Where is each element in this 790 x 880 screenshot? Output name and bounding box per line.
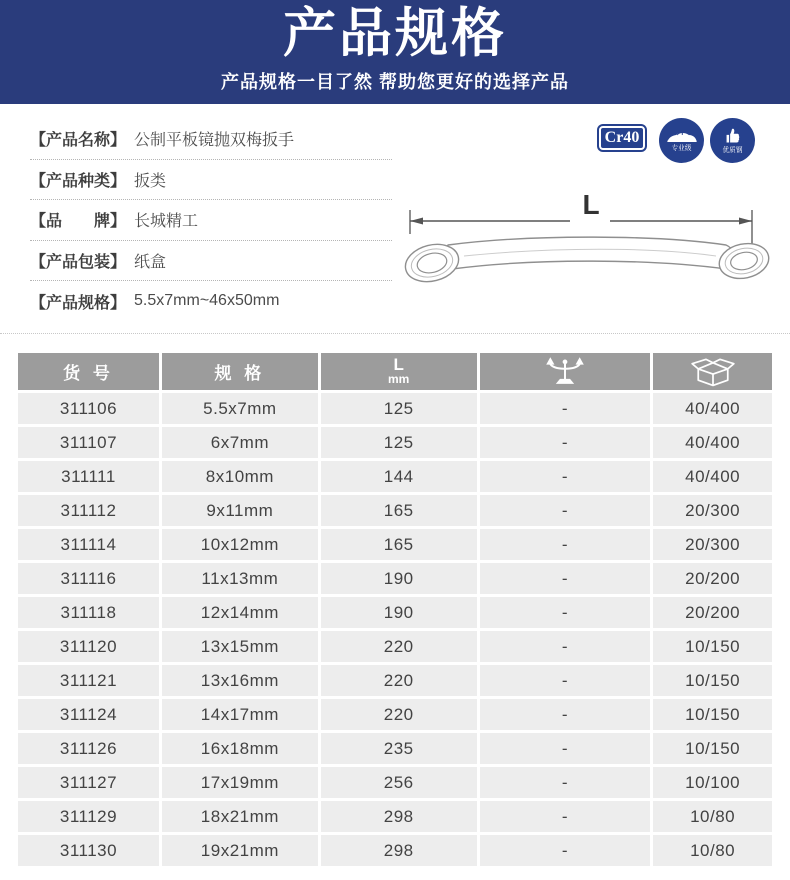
packing-cell: 20/200 [653, 597, 772, 628]
length-label: L [393, 355, 404, 375]
col-header-packing [653, 353, 772, 390]
table-row [18, 461, 772, 492]
badge-label: 专业级 [671, 145, 692, 152]
info-value: 扳类 [134, 172, 167, 190]
weight-cell: - [480, 631, 651, 662]
badge-label: 优质钢 [722, 147, 743, 154]
spec-cell: 10x12mm [162, 529, 318, 560]
packing-cell: 10/150 [653, 699, 772, 730]
packing-cell: 40/400 [653, 427, 772, 458]
table-row [18, 835, 772, 866]
weight-cell: - [480, 461, 651, 492]
weight-cell: - [480, 835, 651, 866]
product-info-list [30, 119, 392, 322]
table-row [18, 767, 772, 798]
professional-grade-badge [659, 118, 704, 163]
col-header-spec: 规 格 [162, 353, 318, 390]
info-row-product-name [30, 119, 392, 160]
info-label: 【产品种类】 [30, 172, 127, 190]
car-icon [666, 129, 698, 144]
spec-cell: 18x21mm [162, 801, 318, 832]
item-no-cell: 311129 [18, 801, 159, 832]
packing-cell: 20/300 [653, 495, 772, 526]
col-header-length [321, 353, 477, 390]
table-row [18, 801, 772, 832]
section-divider [0, 333, 790, 334]
length-cell: 190 [321, 597, 477, 628]
balance-scale-icon [543, 355, 587, 388]
packing-cell: 10/80 [653, 801, 772, 832]
table-header-row [18, 353, 772, 390]
carton-icon [689, 355, 737, 388]
info-label: 【品 牌】 [30, 213, 127, 231]
info-row-product-type [30, 160, 392, 201]
packing-cell: 10/150 [653, 631, 772, 662]
item-no-cell: 311127 [18, 767, 159, 798]
item-no-cell: 311111 [18, 461, 159, 492]
weight-cell: - [480, 733, 651, 764]
item-no-cell: 311114 [18, 529, 159, 560]
packing-cell: 40/400 [653, 461, 772, 492]
item-no-cell: 311120 [18, 631, 159, 662]
table-row [18, 597, 772, 628]
table-row [18, 631, 772, 662]
info-label: 【产品包装】 [30, 253, 127, 271]
length-cell: 256 [321, 767, 477, 798]
info-value: 纸盒 [134, 253, 167, 271]
packing-cell: 20/300 [653, 529, 772, 560]
length-cell: 220 [321, 699, 477, 730]
weight-cell: - [480, 665, 651, 696]
length-cell: 298 [321, 835, 477, 866]
packing-cell: 10/100 [653, 767, 772, 798]
wrench-length-diagram [402, 183, 788, 311]
length-cell: 144 [321, 461, 477, 492]
table-row [18, 393, 772, 424]
item-no-cell: 311107 [18, 427, 159, 458]
item-no-cell: 311130 [18, 835, 159, 866]
length-cell: 165 [321, 529, 477, 560]
page-subtitle: 产品规格一目了然 帮助您更好的选择产品 [221, 71, 569, 92]
length-cell: 220 [321, 665, 477, 696]
weight-cell: - [480, 699, 651, 730]
weight-cell: - [480, 495, 651, 526]
packing-cell: 10/150 [653, 665, 772, 696]
page-title: 产品规格 [283, 4, 507, 63]
spec-cell: 8x10mm [162, 461, 318, 492]
table-row [18, 699, 772, 730]
cr40-material-badge: Cr40 [599, 126, 645, 150]
packing-cell: 10/80 [653, 835, 772, 866]
info-label: 【产品名称】 [30, 132, 127, 150]
item-no-cell: 311112 [18, 495, 159, 526]
dimension-label: L [582, 189, 600, 220]
spec-cell: 6x7mm [162, 427, 318, 458]
col-header-weight [480, 353, 651, 390]
double-box-wrench-icon [402, 237, 772, 287]
item-no-cell: 311116 [18, 563, 159, 594]
packing-cell: 40/400 [653, 393, 772, 424]
packing-cell: 10/150 [653, 733, 772, 764]
spec-cell: 14x17mm [162, 699, 318, 730]
col-header-item-no: 货 号 [18, 353, 159, 390]
spec-cell: 11x13mm [162, 563, 318, 594]
info-row-packaging [30, 241, 392, 282]
info-value: 5.5x7mm~46x50mm [134, 292, 280, 310]
info-label: 【产品规格】 [30, 294, 127, 312]
spec-cell: 17x19mm [162, 767, 318, 798]
spec-cell: 19x21mm [162, 835, 318, 866]
table-row [18, 427, 772, 458]
info-row-spec-range [30, 281, 392, 322]
weight-cell: - [480, 597, 651, 628]
wrench-diagram-drawing [402, 183, 788, 311]
info-row-brand [30, 200, 392, 241]
spec-cell: 13x16mm [162, 665, 318, 696]
table-row [18, 495, 772, 526]
info-value: 公制平板镜抛双梅扳手 [134, 132, 295, 150]
spec-cell: 12x14mm [162, 597, 318, 628]
weight-cell: - [480, 563, 651, 594]
item-no-cell: 311124 [18, 699, 159, 730]
page-header [0, 0, 790, 104]
weight-cell: - [480, 393, 651, 424]
packing-cell: 20/200 [653, 563, 772, 594]
item-no-cell: 311121 [18, 665, 159, 696]
table-row [18, 733, 772, 764]
length-cell: 190 [321, 563, 477, 594]
length-cell: 220 [321, 631, 477, 662]
spec-cell: 16x18mm [162, 733, 318, 764]
thumbs-up-icon [723, 127, 742, 146]
spec-cell: 13x15mm [162, 631, 318, 662]
length-cell: 125 [321, 393, 477, 424]
weight-cell: - [480, 801, 651, 832]
length-cell: 125 [321, 427, 477, 458]
length-cell: 298 [321, 801, 477, 832]
length-cell: 235 [321, 733, 477, 764]
info-value: 长城精工 [134, 213, 199, 231]
weight-cell: - [480, 427, 651, 458]
table-row [18, 563, 772, 594]
length-cell: 165 [321, 495, 477, 526]
length-unit-label: mm [388, 371, 410, 386]
weight-cell: - [480, 529, 651, 560]
spec-cell: 5.5x7mm [162, 393, 318, 424]
item-no-cell: 311106 [18, 393, 159, 424]
item-no-cell: 311126 [18, 733, 159, 764]
item-no-cell: 311118 [18, 597, 159, 628]
spec-table [15, 350, 775, 869]
table-row [18, 665, 772, 696]
weight-cell: - [480, 767, 651, 798]
table-row [18, 529, 772, 560]
quality-steel-badge [710, 118, 755, 163]
spec-cell: 9x11mm [162, 495, 318, 526]
